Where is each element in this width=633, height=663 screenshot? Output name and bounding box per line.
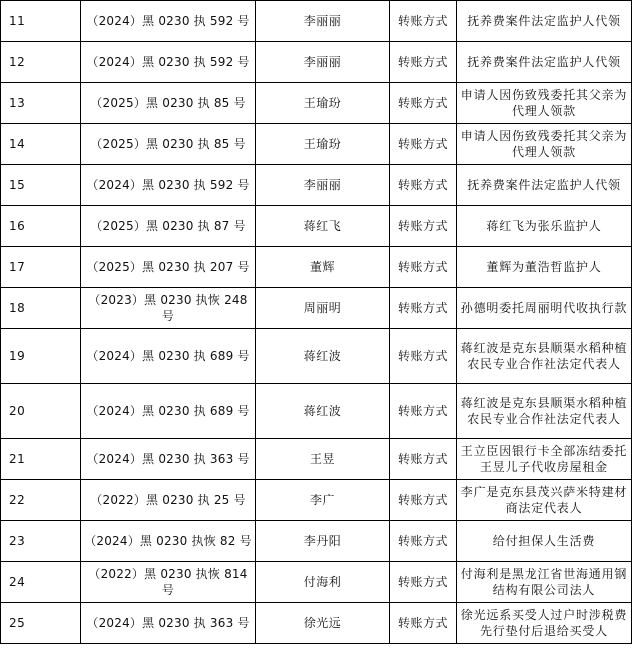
- case-number-cell: （2024）黑 0230 执恢 82 号: [81, 521, 256, 562]
- payment-reason-cell: 抚养费案件法定监护人代领: [457, 165, 632, 206]
- payment-reason-cell: 蒋红波是克东县顺渠水稻种植农民专业合作社法定代表人: [457, 329, 632, 384]
- payment-reason-cell: 王立臣因银行卡全部冻结委托王昱儿子代收房屋租金: [457, 439, 632, 480]
- case-number-cell: （2024）黑 0230 执 363 号: [81, 439, 256, 480]
- case-number-cell: （2023）黑 0230 执恢 248 号: [81, 288, 256, 329]
- payment-method-cell: 转账方式: [390, 603, 457, 644]
- row-number-cell: 13: [1, 83, 81, 124]
- payee-name-cell: 王瑜玢: [256, 124, 390, 165]
- payee-name-cell: 董辉: [256, 247, 390, 288]
- table-row: [1, 329, 632, 384]
- table-body: [1, 1, 632, 644]
- payment-method-cell: 转账方式: [390, 384, 457, 439]
- row-number-cell: 25: [1, 603, 81, 644]
- row-number-cell: 19: [1, 329, 81, 384]
- case-number-cell: （2022）黑 0230 执恢 814 号: [81, 562, 256, 603]
- payment-method-cell: 转账方式: [390, 42, 457, 83]
- table-row: [1, 83, 632, 124]
- payment-reason-cell: 董辉为董浩哲监护人: [457, 247, 632, 288]
- row-number-cell: 17: [1, 247, 81, 288]
- table-row: [1, 562, 632, 603]
- table-row: [1, 1, 632, 42]
- payee-name-cell: 王昱: [256, 439, 390, 480]
- payment-reason-cell: 蒋红波是克东县顺渠水稻种植农民专业合作社法定代表人: [457, 384, 632, 439]
- payment-reason-cell: 蒋红飞为张乐监护人: [457, 206, 632, 247]
- payee-name-cell: 王瑜玢: [256, 83, 390, 124]
- payment-method-cell: 转账方式: [390, 562, 457, 603]
- row-number-cell: 22: [1, 480, 81, 521]
- case-number-cell: （2025）黑 0230 执 207 号: [81, 247, 256, 288]
- row-number-cell: 20: [1, 384, 81, 439]
- row-number-cell: 18: [1, 288, 81, 329]
- payment-reason-cell: 付海利是黑龙江省世海通用钢结构有限公司法人: [457, 562, 632, 603]
- case-number-cell: （2025）黑 0230 执 85 号: [81, 124, 256, 165]
- case-number-cell: （2024）黑 0230 执 592 号: [81, 42, 256, 83]
- table-row: [1, 521, 632, 562]
- payee-name-cell: 李丽丽: [256, 42, 390, 83]
- table-row: [1, 384, 632, 439]
- payee-name-cell: 徐光远: [256, 603, 390, 644]
- payee-name-cell: 李丽丽: [256, 1, 390, 42]
- payment-method-cell: 转账方式: [390, 83, 457, 124]
- payment-reason-cell: 徐光远系买受人过户时涉税费先行垫付后退给买受人: [457, 603, 632, 644]
- table-row: [1, 124, 632, 165]
- payee-name-cell: 李丽丽: [256, 165, 390, 206]
- case-number-cell: （2024）黑 0230 执 592 号: [81, 1, 256, 42]
- payment-method-cell: 转账方式: [390, 521, 457, 562]
- table-row: [1, 206, 632, 247]
- case-number-cell: （2024）黑 0230 执 592 号: [81, 165, 256, 206]
- table-row: [1, 42, 632, 83]
- row-number-cell: 11: [1, 1, 81, 42]
- table-row: [1, 480, 632, 521]
- payee-name-cell: 蒋红波: [256, 329, 390, 384]
- row-number-cell: 21: [1, 439, 81, 480]
- payment-reason-cell: 李广是克东县茂兴萨米特建材商法定代表人: [457, 480, 632, 521]
- payment-method-cell: 转账方式: [390, 124, 457, 165]
- payment-reason-cell: 抚养费案件法定监护人代领: [457, 1, 632, 42]
- payee-name-cell: 李丹阳: [256, 521, 390, 562]
- table-row: [1, 247, 632, 288]
- case-number-cell: （2025）黑 0230 执 85 号: [81, 83, 256, 124]
- payee-name-cell: 李广: [256, 480, 390, 521]
- payee-name-cell: 蒋红飞: [256, 206, 390, 247]
- table-row: [1, 288, 632, 329]
- row-number-cell: 12: [1, 42, 81, 83]
- payee-name-cell: 周丽明: [256, 288, 390, 329]
- row-number-cell: 16: [1, 206, 81, 247]
- payment-method-cell: 转账方式: [390, 165, 457, 206]
- payment-method-cell: 转账方式: [390, 206, 457, 247]
- row-number-cell: 23: [1, 521, 81, 562]
- row-number-cell: 14: [1, 124, 81, 165]
- payment-method-cell: 转账方式: [390, 329, 457, 384]
- payee-name-cell: 付海利: [256, 562, 390, 603]
- case-number-cell: （2025）黑 0230 执 87 号: [81, 206, 256, 247]
- payment-reason-cell: 抚养费案件法定监护人代领: [457, 42, 632, 83]
- payee-name-cell: 蒋红波: [256, 384, 390, 439]
- table-row: [1, 603, 632, 644]
- payment-reason-cell: 申请人因伤致残委托其父亲为代理人领款: [457, 124, 632, 165]
- payment-reason-cell: 给付担保人生活费: [457, 521, 632, 562]
- case-number-cell: （2024）黑 0230 执 689 号: [81, 329, 256, 384]
- row-number-cell: 24: [1, 562, 81, 603]
- case-number-cell: （2024）黑 0230 执 689 号: [81, 384, 256, 439]
- payment-method-cell: 转账方式: [390, 247, 457, 288]
- case-number-cell: （2022）黑 0230 执 25 号: [81, 480, 256, 521]
- row-number-cell: 15: [1, 165, 81, 206]
- payment-method-cell: 转账方式: [390, 480, 457, 521]
- payment-method-cell: 转账方式: [390, 439, 457, 480]
- payment-method-cell: 转账方式: [390, 1, 457, 42]
- table-row: [1, 439, 632, 480]
- table-row: [1, 165, 632, 206]
- case-number-cell: （2024）黑 0230 执 363 号: [81, 603, 256, 644]
- payment-reason-cell: 孙德明委托周丽明代收执行款: [457, 288, 632, 329]
- payment-reason-cell: 申请人因伤致残委托其父亲为代理人领款: [457, 83, 632, 124]
- payment-method-cell: 转账方式: [390, 288, 457, 329]
